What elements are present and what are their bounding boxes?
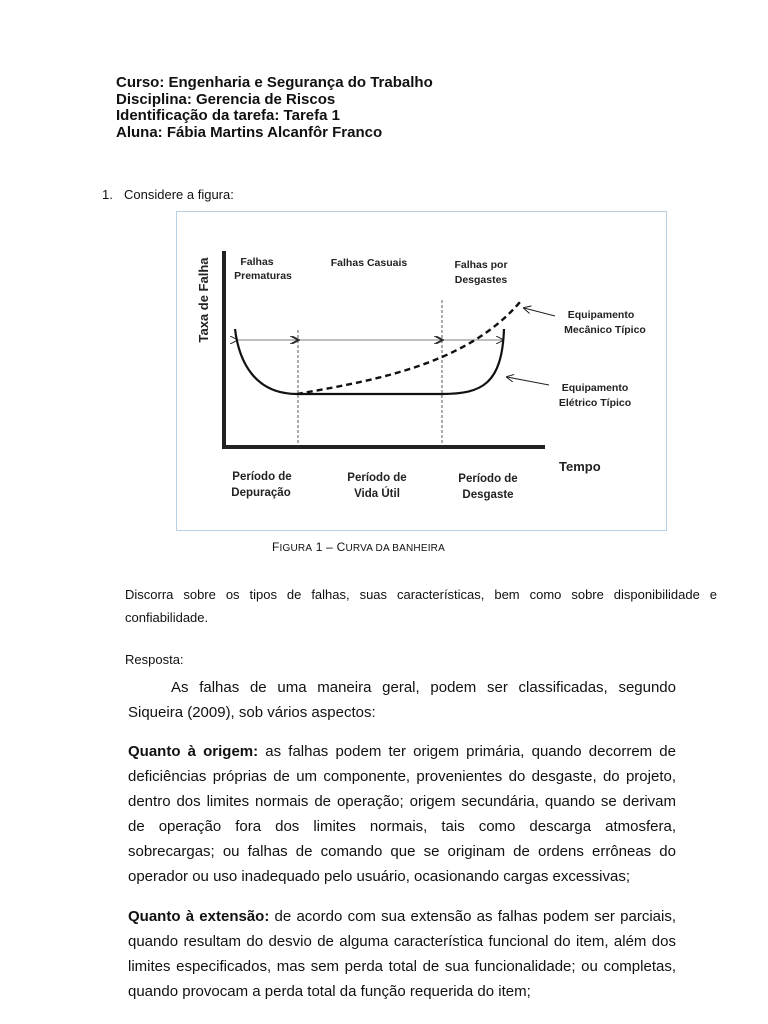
mechanical-pointer — [524, 308, 555, 316]
electric-curve — [235, 329, 504, 394]
annotation-eletrico-2: Elétrico Típico — [558, 397, 632, 409]
period-desgaste: Período de — [458, 473, 518, 485]
figure-caption: FIGURA 1 – CURVA DA BANHEIRA — [272, 540, 445, 554]
student-line: Aluna: Fábia Martins Alcanfôr Franco — [116, 123, 383, 141]
annotation-mecanico-2: Mecânico Típico — [564, 324, 646, 336]
bathtub-curve-diagram — [177, 212, 666, 530]
electric-pointer — [507, 377, 549, 385]
x-axis-label: Tempo — [559, 459, 601, 474]
origin-title: Quanto à origem: — [128, 743, 259, 760]
y-axis-label: Taxa de Falha — [196, 257, 211, 343]
origin-text: as falhas podem ter origem primária, quando decorrem de deficiências próprias de um componente, provenientes do desgaste, do projeto, dentro dos limites normais de operação; origem secundária, quando se derivam de operação fora dos limites normais, tais como descarga atmosfera, sobrecargas; ou falhas de comando que se originam de ordens errôneas do operador ou uso inadequado pelo usuário, ocasionando cargas excessivas; — [128, 743, 676, 885]
extent-title: Quanto à extensão: — [128, 908, 270, 925]
period-depuracao-2: Depuração — [231, 487, 291, 499]
mechanical-curve — [297, 302, 520, 394]
extent-text: de acordo com sua extensão as falhas podem ser parciais, quando resultam do desvio de alguma característica funcional do item, além dos limites especificados, mas sem perda total de sua funcionalidade; ou completas, quando provocam a perda total da função requerida do item; — [128, 908, 676, 1000]
period-vida-util-2: Vida Útil — [354, 488, 400, 500]
answer-origin-paragraph — [128, 739, 676, 889]
question-1 — [102, 187, 234, 202]
course-line: Curso: Engenharia e Segurança do Trabalho — [116, 74, 433, 91]
period-vida-util: Período de — [347, 472, 407, 484]
question-text: Considere a figura: — [124, 187, 234, 202]
period-depuracao: Período de — [232, 471, 292, 483]
discipline-line: Disciplina: Gerencia de Riscos — [116, 90, 336, 108]
task-line: Identificação da tarefa: Tarefa 1 — [116, 107, 340, 124]
question-number: 1. — [102, 187, 113, 202]
zone-label-prematuras-2: Prematuras — [234, 270, 292, 282]
annotation-eletrico: Equipamento — [561, 382, 629, 394]
annotation-mecanico: Equipamento — [567, 309, 635, 321]
resposta-label: Resposta: — [125, 652, 184, 667]
answer-extent-paragraph — [128, 904, 676, 1004]
question-prompt: Discorra sobre os tipos de falhas, suas características, bem como sobre disponibilidade e confiabilidade. — [125, 587, 717, 625]
period-desgaste-2: Desgaste — [462, 489, 514, 501]
answer-intro: As falhas de uma maneira geral, podem ser classificadas, segundo Siqueira (2009), sob vários aspectos: — [128, 679, 676, 721]
bathtub-curve-figure — [176, 211, 667, 531]
zone-label-desgastes-2: Desgastes — [454, 274, 508, 286]
document-header — [116, 75, 433, 141]
zone-label-casuais: Falhas Casuais — [330, 257, 408, 269]
zone-label-prematuras: Falhas — [240, 256, 274, 268]
zone-label-desgastes: Falhas por — [454, 259, 508, 271]
